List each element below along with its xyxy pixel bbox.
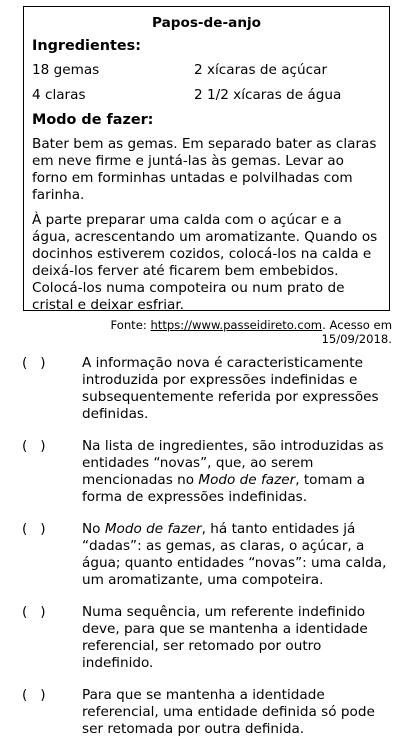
ingredient-right: 2 xícaras de açúcar [194,62,328,78]
method-paragraph: Bater bem as gemas. Em separado bater as claras em neve firme e juntá-las às gemas. Levar ao forno em forminhas untadas e polvilhadas com farinha. [32,136,377,203]
option-checkbox[interactable]: ( ) [22,521,46,537]
option-item [22,521,392,589]
source-access-date: . Acesso em 15/09/2018. [321,318,392,346]
ingredient-right: 2 1/2 xícaras de água [194,87,342,103]
source-label: Fonte: [110,318,151,332]
option-text-part: A informação nova é caracteristicamente introduzida por expressões indefinidas e subsequentemente referida por expressões definidas. [82,355,379,422]
source-link[interactable]: https://www.passeidireto.com [150,318,323,332]
option-checkbox[interactable]: ( ) [22,438,46,454]
option-checkbox[interactable]: ( ) [22,355,46,371]
option-text-italic: Modo de fazer [104,521,202,537]
option-text-part: No [82,521,105,537]
option-item [22,687,392,738]
option-text-part: Na lista de ingredientes, são introduzidas as entidades “novas”, que, ao serem mencionadas no [82,438,384,488]
method-paragraph: À parte preparar uma calda com o açúcar e a água, acrescentando um aromatizante. Quando os docinhos estiverem cozidos, colocá-los na calda e deixá-los ferver até ficarem bem embebidos. Colocá-los numa compoteira ou num prato de cristal e deixar esfriar. [32,212,378,313]
method-heading: Modo de fazer: [32,112,154,128]
recipe-title: Papos-de-anjo [151,15,261,31]
option-checkbox[interactable]: ( ) [22,604,46,620]
option-text [82,604,392,672]
ingredient-row [32,62,381,79]
option-text-part: , há tanto entidades já “dadas”: as gemas, as claras, o açúcar, a água; quanto entidades “novas”: uma calda, um aromatizante, uma compoteira. [82,521,387,588]
option-text [82,687,392,738]
option-item [22,438,392,506]
option-item [22,355,392,423]
options-list [22,355,392,753]
option-text-part: Para que se mantenha a identidade referencial, uma entidade definida só pode ser retomada por outra definida. [82,687,375,737]
ingredient-left: 18 gemas [32,62,100,78]
option-text-part: Numa sequência, um referente indefinido deve, para que se mantenha a identidade referencial, ser retomado por outro indefinido. [82,604,368,671]
option-checkbox[interactable]: ( ) [22,687,46,703]
option-text [82,438,392,506]
ingredient-left: 4 claras [32,87,86,103]
source-citation [40,318,392,346]
recipe-box [23,6,390,311]
option-text-italic: Modo de fazer [198,472,296,488]
option-text [82,355,392,423]
ingredient-row [32,87,381,104]
option-item [22,604,392,672]
option-text-part: , tomam a forma de expressões indefinidas. [82,472,365,505]
option-text [82,521,392,589]
ingredients-heading: Ingredientes: [32,38,141,54]
